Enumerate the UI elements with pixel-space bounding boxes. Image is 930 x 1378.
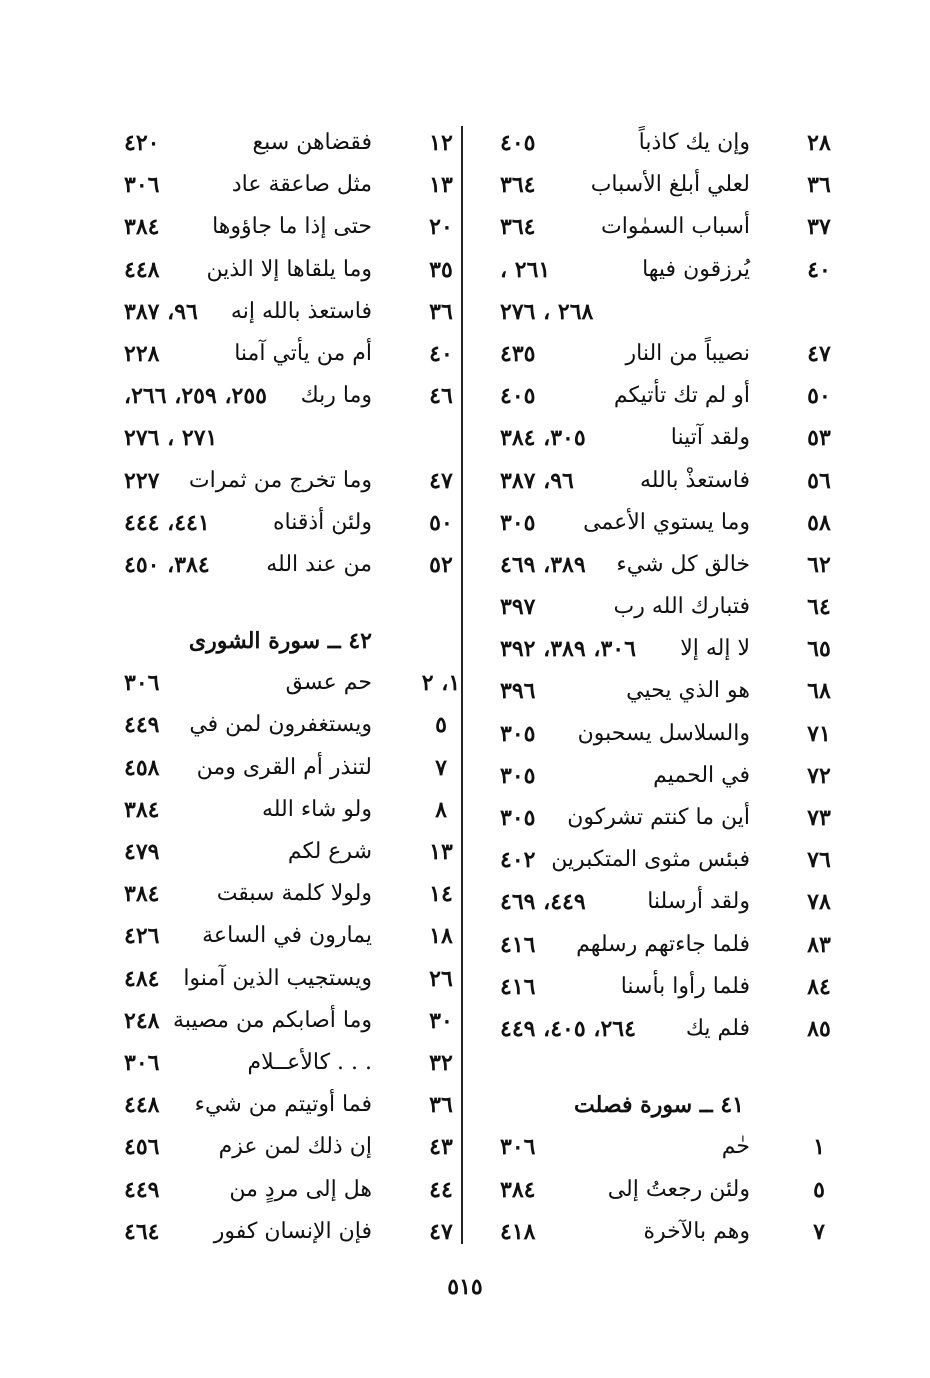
verse-text: هو الذي يحيي — [626, 678, 750, 704]
page-references: ٤٦٤ — [124, 1218, 160, 1245]
verse-text: مثل صاعقة عاد — [231, 172, 372, 198]
surah-heading — [482, 1084, 842, 1126]
verse-number: ٥٦ — [807, 467, 831, 494]
verse-number: ٣٥ — [429, 256, 453, 283]
page-references: ٣٠٥، ٣٨٤ — [500, 425, 586, 452]
verse-text: فقضاهن سبع — [252, 130, 372, 155]
index-entry — [112, 704, 464, 746]
verse-text: هل إلى مردٍ من — [229, 1176, 372, 1202]
index-entry — [112, 544, 464, 586]
verse-text: يُرزقون فيها — [642, 256, 750, 282]
verse-text: وما يلقاها إلا الذين — [206, 256, 372, 282]
page-references: ٤٤٨ — [124, 256, 160, 283]
page-references: ٣٨٤، ٤٥٠ — [124, 551, 210, 578]
index-entry — [482, 249, 842, 291]
verse-number: ٧ — [435, 754, 447, 781]
verse-number: ٥٢ — [429, 551, 453, 578]
verse-number: ١، ٢ — [421, 670, 461, 697]
verse-number: ٤٠ — [429, 340, 453, 367]
verse-number: ٤٣ — [429, 1134, 453, 1161]
page-references: ٤٤٩ — [124, 712, 160, 739]
index-entry — [112, 417, 464, 459]
verse-text: فلما رأوا بأسنا — [620, 973, 750, 999]
page-references: ٣٠٦ — [124, 1049, 160, 1076]
verse-number: ٧٣ — [807, 805, 831, 831]
index-entry — [482, 881, 842, 923]
page-references: ٣٠٥ — [500, 762, 536, 789]
index-entry — [482, 206, 842, 248]
index-entry — [482, 628, 842, 670]
index-entry — [112, 662, 464, 704]
index-entry — [112, 1169, 464, 1211]
index-entry — [482, 291, 842, 333]
index-entry — [482, 797, 842, 839]
verse-number: ٣٠ — [429, 1007, 453, 1034]
verse-number: ٥٠ — [429, 509, 453, 536]
page-references: ٤٤٨ — [124, 1092, 160, 1119]
page-references: ٣٨٤ — [124, 796, 160, 823]
index-entry — [112, 333, 464, 375]
index-entry — [482, 122, 842, 164]
index-entry — [482, 966, 842, 1008]
index-entry — [482, 375, 842, 417]
verse-number: ٧٨ — [807, 889, 831, 916]
index-entry — [112, 831, 464, 873]
index-entry — [482, 544, 842, 586]
verse-text: إن ذلك لمن عزم — [218, 1134, 372, 1160]
verse-text: أو لم تك تأتيكم — [613, 383, 750, 409]
index-entry — [482, 333, 842, 375]
verse-text: وهم بالآخرة — [643, 1218, 750, 1244]
verse-text: فاستعذْ بالله — [639, 467, 750, 493]
verse-text: ولو شاء الله — [261, 796, 372, 822]
verse-text: ولقد آتينا — [670, 425, 750, 451]
verse-number: ١ — [813, 1134, 825, 1161]
page-references: ٤٤٩ — [124, 1176, 160, 1203]
index-entry — [112, 460, 464, 502]
verse-number: ٦٢ — [807, 551, 831, 578]
page-references: ٤١٦ — [500, 973, 536, 1000]
index-column-right — [482, 122, 842, 1253]
index-entry — [112, 375, 464, 417]
page-references: ٢٥٥، ٢٥٩، ٢٦٦، — [124, 383, 267, 410]
page-references: ٤٠٢ — [500, 847, 536, 874]
verse-number: ٤٠ — [807, 256, 831, 283]
verse-number: ٣٦ — [429, 1092, 453, 1119]
index-entry — [482, 924, 842, 966]
page-references: ٤٠٥ — [500, 383, 536, 410]
index-column-left — [112, 122, 464, 1253]
verse-number: ٢٠ — [429, 214, 453, 241]
verse-text: يمارون في الساعة — [202, 923, 372, 949]
index-entry — [482, 839, 842, 881]
page-references: ٤٧٩ — [124, 839, 160, 865]
verse-number: ٤٤ — [429, 1176, 453, 1203]
verse-text: ويستجيب الذين آمنوا — [183, 965, 372, 991]
verse-number: ٦٨ — [807, 678, 831, 705]
page-references: ٢٧١ ، ٢٧٦ — [124, 425, 218, 452]
page-number: ٥١٥ — [447, 1274, 483, 1300]
index-entry — [482, 1126, 842, 1168]
index-entry — [112, 1042, 464, 1084]
page-references: ٣٠٥ — [500, 720, 536, 747]
verse-text: نصيباً من النار — [625, 340, 750, 366]
page-references: ٤٥٦ — [124, 1134, 160, 1161]
verse-text: ولولا كلمة سبقت — [216, 881, 372, 907]
index-entry — [112, 502, 464, 544]
page-references: ٤٥٨ — [124, 754, 160, 781]
verse-text: من عند الله — [266, 551, 372, 577]
index-entry — [482, 713, 842, 755]
verse-text: شرع لكم — [287, 839, 372, 864]
page-references: ٤٨٤ — [124, 965, 160, 992]
page-references: ٣٨٤ — [500, 1176, 536, 1203]
verse-number: ٥٨ — [807, 509, 831, 536]
section-spacer — [112, 586, 464, 620]
index-entry — [482, 1169, 842, 1211]
index-entry — [112, 206, 464, 248]
page-references: ٣٠٥ — [500, 805, 536, 831]
verse-text: وما ربك — [300, 383, 372, 409]
verse-text: وإن يك كاذباً — [638, 130, 750, 155]
verse-text: فبئس مثوى المتكبرين — [551, 847, 750, 873]
page-references: ٢٤٨ — [124, 1007, 160, 1034]
verse-text: فلم يك — [685, 1015, 750, 1041]
verse-number: ٤٧ — [429, 467, 453, 494]
verse-text: فتبارك الله رب — [613, 594, 750, 620]
verse-number: ٢٨ — [807, 130, 831, 156]
index-entry — [482, 417, 842, 459]
verse-number: ٣٦ — [807, 172, 831, 199]
page-references: ٢٦٨ ، ٢٧٦ — [500, 298, 594, 325]
verse-text: في الحميم — [653, 762, 750, 788]
verse-text: ولئن أذقناه — [273, 509, 372, 535]
page-references: ٣٠٦ — [124, 670, 160, 697]
verse-number: ١٢ — [429, 130, 453, 156]
index-entry — [112, 789, 464, 831]
index-entry — [482, 755, 842, 797]
index-entry — [112, 1211, 464, 1253]
page-references: ٣٠٥ — [500, 509, 536, 536]
page-references: ٣٩٧ — [500, 594, 536, 621]
index-entry — [482, 1211, 842, 1253]
verse-text: ولئن رجعتُ إلى — [607, 1176, 750, 1202]
index-entry — [112, 915, 464, 957]
index-entry — [482, 670, 842, 712]
page-references: ٢٢٨ — [124, 340, 160, 367]
index-entry — [112, 1126, 464, 1168]
page-references: ٣٦٤ — [500, 214, 536, 241]
page-references: ٣٨٩، ٤٦٩ — [500, 551, 586, 578]
verse-text: حٰم — [721, 1134, 750, 1160]
index-entry — [482, 502, 842, 544]
page-references: ٣٦٤ — [500, 172, 536, 199]
verse-text: والسلاسل يسحبون — [577, 720, 750, 746]
verse-text: حم عسق — [285, 670, 372, 696]
index-entry — [112, 958, 464, 1000]
verse-text: لا إله إلا — [680, 636, 750, 662]
page-references: ٤١٨ — [500, 1218, 536, 1245]
verse-number: ٥٠ — [807, 383, 831, 410]
page-references: ٩٦، ٣٨٧ — [124, 298, 198, 325]
verse-number: ٧٢ — [807, 762, 831, 789]
index-entry — [482, 586, 842, 628]
verse-number: ٨٥ — [807, 1015, 831, 1042]
verse-number: ٥ — [435, 712, 447, 739]
verse-number: ٦٥ — [807, 636, 831, 663]
verse-text: فما أوتيتم من شيء — [194, 1092, 372, 1118]
section-spacer — [482, 1050, 842, 1084]
index-entry — [482, 1008, 842, 1050]
verse-number: ٨ — [435, 796, 447, 823]
verse-text: أم من يأتي آمنا — [234, 340, 372, 366]
verse-number: ١٤ — [429, 881, 453, 908]
index-entry — [112, 747, 464, 789]
verse-number: ٧٦ — [807, 847, 831, 874]
index-entry — [112, 291, 464, 333]
verse-text: وما أصابكم من مصيبة — [173, 1007, 372, 1033]
page-references: ٢٦٤، ٤٠٥، ٤٤٩ — [500, 1015, 636, 1042]
verse-text: خالق كل شيء — [616, 551, 750, 577]
page-references: ٤٣٥ — [500, 340, 536, 367]
verse-number: ٣٢ — [429, 1049, 453, 1076]
index-entry — [112, 1084, 464, 1126]
index-entry — [482, 460, 842, 502]
verse-text: فلما جاءتهم رسلهم — [576, 931, 750, 957]
index-entry — [112, 249, 464, 291]
page-references: ٢٢٧ — [124, 467, 160, 494]
verse-number: ١٨ — [429, 923, 453, 950]
verse-number: ٧١ — [807, 720, 831, 747]
verse-text: وما تخرج من ثمرات — [188, 467, 372, 493]
verse-text: أسباب السمٰوات — [601, 214, 750, 240]
page-references: ٤٢٦ — [124, 923, 160, 950]
page-references: ٤١٦ — [500, 931, 536, 958]
verse-number: ٦٤ — [807, 594, 831, 621]
verse-number: ٨٣ — [807, 931, 831, 958]
verse-text: وما يستوي الأعمى — [583, 509, 750, 535]
index-entry — [112, 1000, 464, 1042]
verse-text: فاستعذ بالله إنه — [230, 298, 372, 324]
verse-text: ولقد أرسلنا — [647, 889, 750, 915]
index-entry — [112, 122, 464, 164]
surah-heading-text: ٤١ ــ سورة فصلت — [574, 1092, 744, 1119]
page-references: ٣٠٦ — [124, 172, 160, 199]
verse-number: ٢٦ — [429, 965, 453, 992]
page-references: ٢٦١ ، — [500, 256, 551, 283]
surah-heading-text: ٤٢ ــ سورة الشورى — [188, 628, 372, 655]
page-references: ٣٨٤ — [124, 214, 160, 241]
page-references: ٤٤٩، ٤٦٩ — [500, 889, 586, 916]
verse-number: ٣٧ — [807, 214, 831, 241]
verse-text: أين ما كنتم تشركون — [567, 805, 750, 830]
verse-number: ٣٦ — [429, 298, 453, 325]
page-references: ٤٤١، ٤٤٤ — [124, 509, 210, 536]
page-references: ٣٠٦، ٣٨٩، ٣٩٢ — [500, 636, 636, 663]
page-references: ٣٠٦ — [500, 1134, 536, 1161]
verse-text: . . . كالأعــلام — [247, 1049, 372, 1075]
surah-heading — [112, 620, 464, 662]
verse-number: ٤٧ — [807, 340, 831, 367]
verse-text: ويستغفرون لمن في — [189, 712, 372, 738]
verse-number: ٥ — [813, 1176, 825, 1203]
verse-text: حتى إذا ما جاؤوها — [212, 214, 372, 240]
verse-text: لعلي أبلغ الأسباب — [590, 172, 750, 198]
index-entry — [482, 164, 842, 206]
page-references: ٣٨٤ — [124, 881, 160, 908]
page-references: ٩٦، ٣٨٧ — [500, 467, 574, 494]
index-entry — [112, 873, 464, 915]
verse-number: ٤٧ — [429, 1218, 453, 1245]
page-references: ٣٩٦ — [500, 678, 536, 705]
page-references: ٤٢٠ — [124, 130, 160, 156]
verse-number: ٤٦ — [429, 383, 453, 410]
verse-number: ٧ — [813, 1218, 825, 1245]
verse-text: فإن الإنسان كفور — [213, 1218, 372, 1244]
verse-number: ١٣ — [429, 839, 453, 865]
verse-text: لتنذر أم القرى ومن — [196, 754, 372, 780]
index-entry — [112, 164, 464, 206]
page-references: ٤٠٥ — [500, 130, 536, 156]
verse-number: ٥٣ — [807, 425, 831, 452]
verse-number: ١٣ — [429, 172, 453, 199]
verse-number: ٨٤ — [807, 973, 831, 1000]
